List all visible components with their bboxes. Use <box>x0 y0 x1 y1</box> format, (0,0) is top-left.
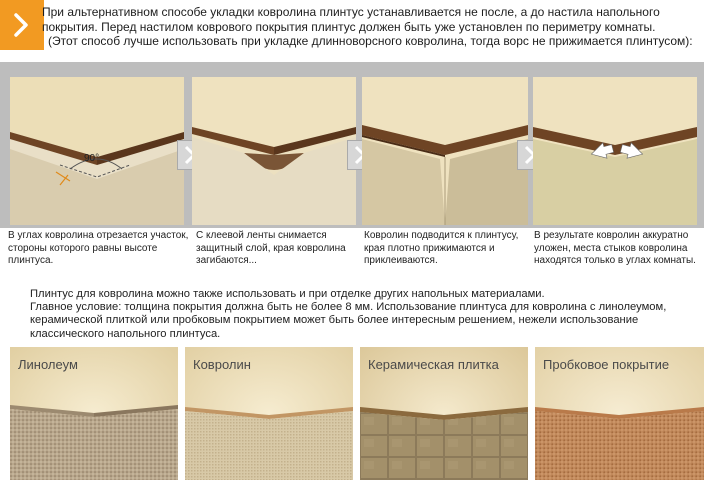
header-text <box>42 5 702 49</box>
material-label: Линолеум <box>18 357 78 372</box>
caption-line: загибаются... <box>196 255 257 266</box>
header-arrow-badge <box>0 0 44 50</box>
caption-line: Ковролин подводится к плинтусу, <box>364 230 519 241</box>
material-label: Пробковое покрытие <box>543 357 670 372</box>
step-3-caption <box>364 230 518 268</box>
caption-line: находятся только в углах комнаты. <box>534 255 696 266</box>
material-tile-carpet <box>185 347 353 480</box>
material-label: Ковролин <box>193 357 251 372</box>
header-line: При альтернативном способе укладки ковролина плинтус устанавливается не после, а до настила напольного <box>42 5 660 19</box>
material-tile-ceramic <box>360 347 528 480</box>
chevron-right-icon <box>10 13 32 37</box>
caption-line: края плотно прижимаются и <box>364 242 495 254</box>
caption-line: приклеиваются. <box>364 255 438 266</box>
material-tile-cork <box>535 347 704 480</box>
material-tile-linoleum <box>10 347 178 480</box>
angle-label: 90° <box>84 153 100 164</box>
header-line: покрытия. Перед настилом коврового покрытия плинтус должен быть уже установлен по периметру комнаты. <box>42 19 656 34</box>
info-line: классического напольного плинтуса. <box>30 327 221 340</box>
step-1-caption <box>8 230 188 268</box>
caption-line: защитный слой, края ковролина <box>196 242 346 254</box>
step-1-illustration <box>10 77 184 225</box>
step-4-caption <box>534 230 696 268</box>
caption-line: плинтуса. <box>8 255 54 266</box>
material-label: Керамическая плитка <box>368 357 499 372</box>
info-line: Плинтус для ковролина можно также использовать и при отделке других напольных материалами. <box>30 288 545 300</box>
caption-line: С клеевой ленты снимается <box>196 230 327 241</box>
info-line: Главное условие: толщина покрытия должна быть не более 8 мм. Использование плинтуса для ковролина с линолеумом, <box>30 301 667 314</box>
step-2-caption <box>196 230 346 268</box>
info-line: керамической плиткой или пробковым покрытием может быть более интересным решением, нежели использование <box>30 314 639 327</box>
caption-line: В углах ковролина отрезается участок, <box>8 230 189 241</box>
caption-line: стороны которого равны высоте <box>8 242 158 254</box>
header-line: (Этот способ лучше использовать при укладке длинноворсного ковролина, тогда ворс не прижимается плинтусом): <box>48 34 693 48</box>
info-paragraph <box>30 288 700 341</box>
step-3-illustration <box>362 77 528 225</box>
caption-line: уложен, места стыков ковролина <box>534 242 688 254</box>
step-2-illustration <box>192 77 356 225</box>
step-4-illustration <box>533 77 697 225</box>
caption-line: В результате ковролин аккуратно <box>534 230 689 241</box>
